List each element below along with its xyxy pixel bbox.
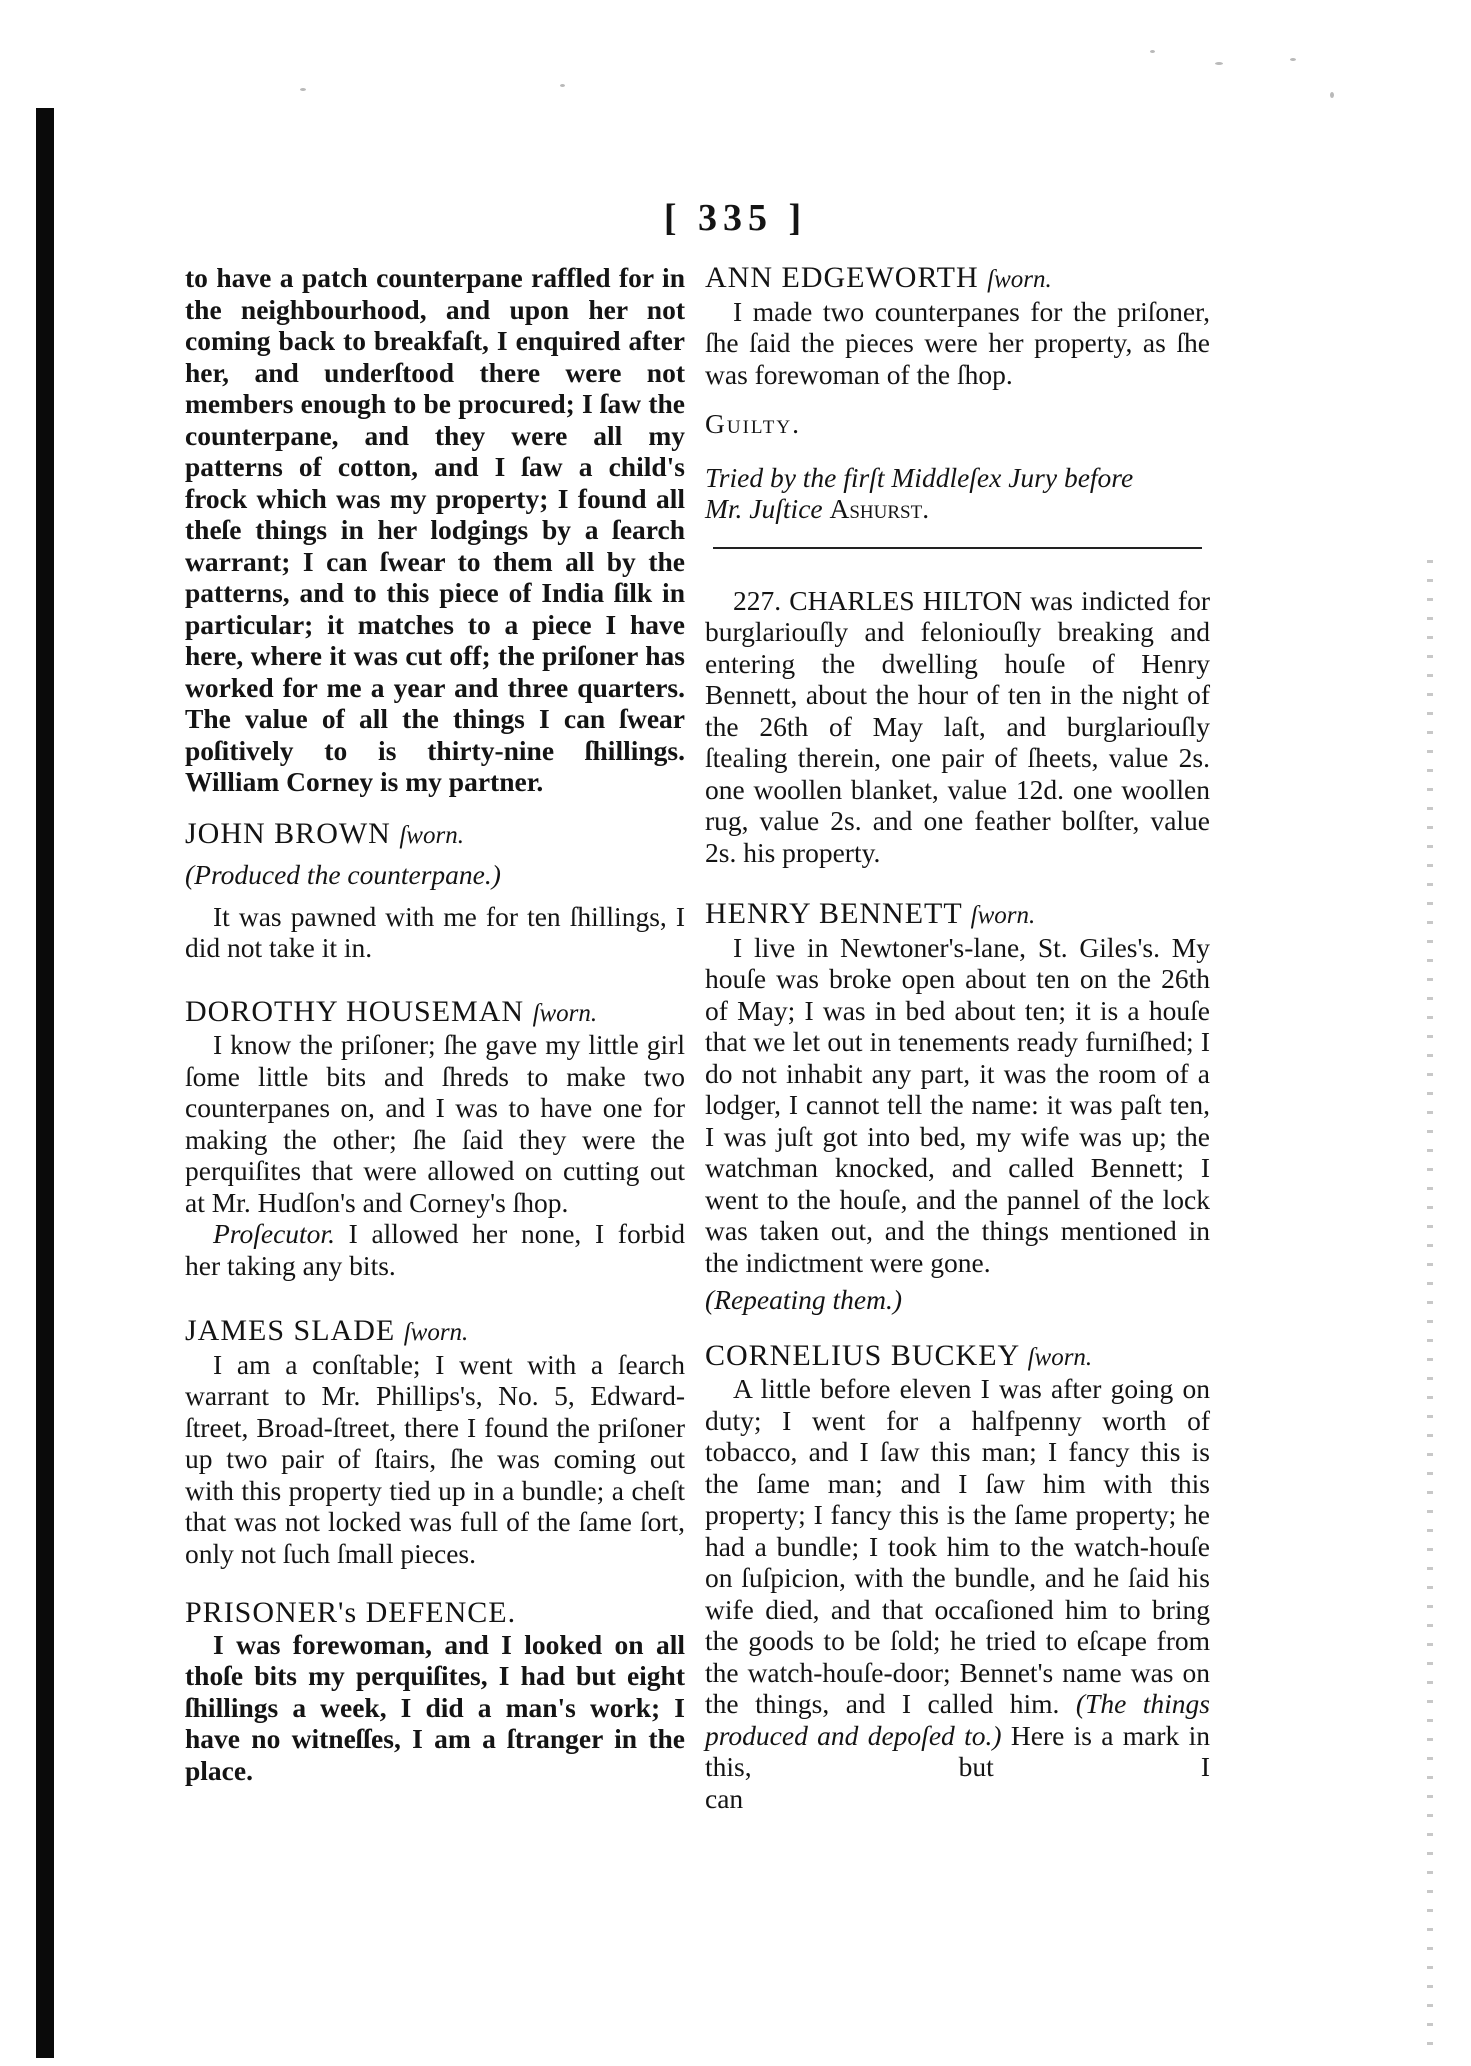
sworn-label: ſworn. — [987, 266, 1052, 293]
trial-note-line1: Tried by the firſt Middleſex Jury before — [705, 461, 1134, 493]
catchword: can — [705, 1782, 744, 1814]
witness-testimony: I know the priſoner; ſhe gave my little girl ſome little bits and ſhreds to make two counterpanes on, and I was to have one for making the other; ſhe ſaid they were the perquiſites that were allowed on cutting out at Mr. Hudſon's and Corney's ſhop. — [185, 1029, 685, 1218]
prosecutor-remark — [185, 1218, 685, 1281]
page-number: [ 335 ] — [663, 197, 808, 239]
sworn-label: ſworn. — [1027, 1343, 1093, 1371]
testimony-text: A little before eleven I was after going on duty; I went for a halfpenny worth of tobacco, and I ſaw this man; I fancy this is the ſame man; and I ſaw him with this property; I fancy this is the ſame property; he had a bundle; I took him to the watch-houſe on ſuſpicion, with the bundle, and he ſaid his wife died, and that occaſioned him to bring the goods to be ſold; he tried to eſcape from the watch-houſe-door; Bennet's name was on the things, and I called him. — [705, 1373, 1210, 1719]
judge-prefix: Mr. Juſtice — [705, 493, 823, 524]
witness-testimony: I made two counterpanes for the priſoner, ſhe ſaid the pieces were her property, as ſhe was forewoman of the ſhop. — [705, 295, 1210, 390]
binding-edge — [36, 108, 54, 2058]
scan-speck — [1150, 50, 1155, 53]
witness-testimony — [705, 1373, 1210, 1783]
witness-heading — [705, 898, 1210, 932]
witness-testimony: It was pawned with me for ten ſhillings, I did not take it in. — [185, 900, 685, 963]
testimony-tail: Here is a mark in this, but I — [705, 1719, 1211, 1782]
witness-testimony: I am a conſtable; I went with a ſearch warrant to Mr. Phillips's, No. 5, Edward-ſtreet, Broad-ſtreet, there I found the priſoner up two pair of ſtairs, ſhe was coming out with this property tied up in a bundle; a cheſt that was not locked was full of the ſame ſort, only not ſuch ſmall pieces. — [185, 1348, 685, 1569]
right-column — [705, 262, 1210, 1814]
defence-heading: PRISONER's DEFENCE. — [185, 1596, 517, 1629]
witness-name: JAMES SLADE — [185, 1314, 396, 1347]
scan-speck — [300, 88, 306, 91]
sworn-label: ſworn. — [399, 821, 464, 849]
verdict: Guilty. — [705, 408, 801, 439]
witness-heading — [185, 818, 685, 852]
sworn-label: ſworn. — [403, 1319, 469, 1346]
stage-note: (Repeating them.) — [705, 1284, 903, 1315]
sworn-label: ſworn. — [532, 999, 598, 1027]
witness-name: HENRY BENNETT — [705, 897, 963, 930]
trial-note-line2 — [705, 493, 1210, 525]
stage-note: (The things produced and depoſed to.) — [705, 1688, 1211, 1751]
witness-name: ANN EDGEWORTH — [705, 261, 979, 294]
witness-name: CORNELIUS BUCKEY — [705, 1338, 1020, 1372]
sworn-label: ſworn. — [970, 902, 1036, 929]
witness-heading — [185, 1315, 685, 1349]
indictment-text: 227. CHARLES HILTON was indicted for burglariouſly and feloniouſly breaking and entering the dwelling houſe of Henry Bennett, about the hour of ten in the night of the 26th of May laſt, and burglariouſly ſtealing therein, one pair of ſheets, value 2s. one woollen blanket, value 12d. one woollen rug, value 2s. and one feather bolſter, value 2s. his property. — [705, 584, 1210, 868]
scan-edge-noise — [1427, 560, 1433, 2060]
witness-testimony: I live in Newtoner's-lane, St. Giles's. My houſe was broke open about ten on the 26th of May; I was in bed about ten; it is a houſe that we let out in tenements ready furniſhed; I do not inhabit any part, it was the room of a lodger, I cannot tell the name: it was paſt ten, I was juſt got into bed, my wife was up; the watchman knocked, and called Bennett; I went to the houſe, and the pannel of the lock was taken out, and the things mentioned in the indictment were gone. — [705, 931, 1210, 1278]
stage-note: (Produced the counterpane.) — [185, 859, 501, 890]
defence-text: I was forewoman, and I looked on all thoſe bits my perquiſites, I had but eight ſhillings a week, I did a man's work; I have no witneſſes, I am a ſtranger in the place. — [185, 1628, 685, 1786]
prosecutor-text: I allowed her none, I forbid her taking any bits. — [185, 1218, 685, 1281]
witness-heading — [185, 996, 685, 1030]
left-column — [185, 262, 685, 1786]
scan-speck — [1215, 62, 1223, 65]
witness-heading — [705, 262, 1210, 296]
witness-name: DOROTHY HOUSEMAN — [185, 994, 525, 1028]
scan-speck — [1330, 92, 1334, 98]
judge-name: Ashurst. — [829, 493, 930, 524]
testimony-continuation: to have a patch counterpane raffled for in the neighbourhood, and upon her not coming back to breakfaſt, I enquired after her, and underſtood there were not members enough to be procured; I ſaw the counterpane, and they were all my patterns of cotton, and I ſaw a child's frock which was my property; I found all theſe things in her lodgings by a ſearch warrant; I can ſwear to them all by the patterns, and to this piece of India ſilk in particular; it matches to a piece I have here, where it was cut off; the priſoner has worked for me a year and three quarters. The value of all the things I can ſwear poſitively to is thirty-nine ſhillings. William Corney is my partner. — [185, 262, 685, 797]
prosecutor-label: Proſecutor. — [213, 1218, 335, 1249]
witness-heading — [705, 1340, 1210, 1374]
scan-speck — [560, 84, 565, 87]
witness-name: JOHN BROWN — [185, 816, 391, 850]
scan-speck — [1290, 58, 1296, 61]
